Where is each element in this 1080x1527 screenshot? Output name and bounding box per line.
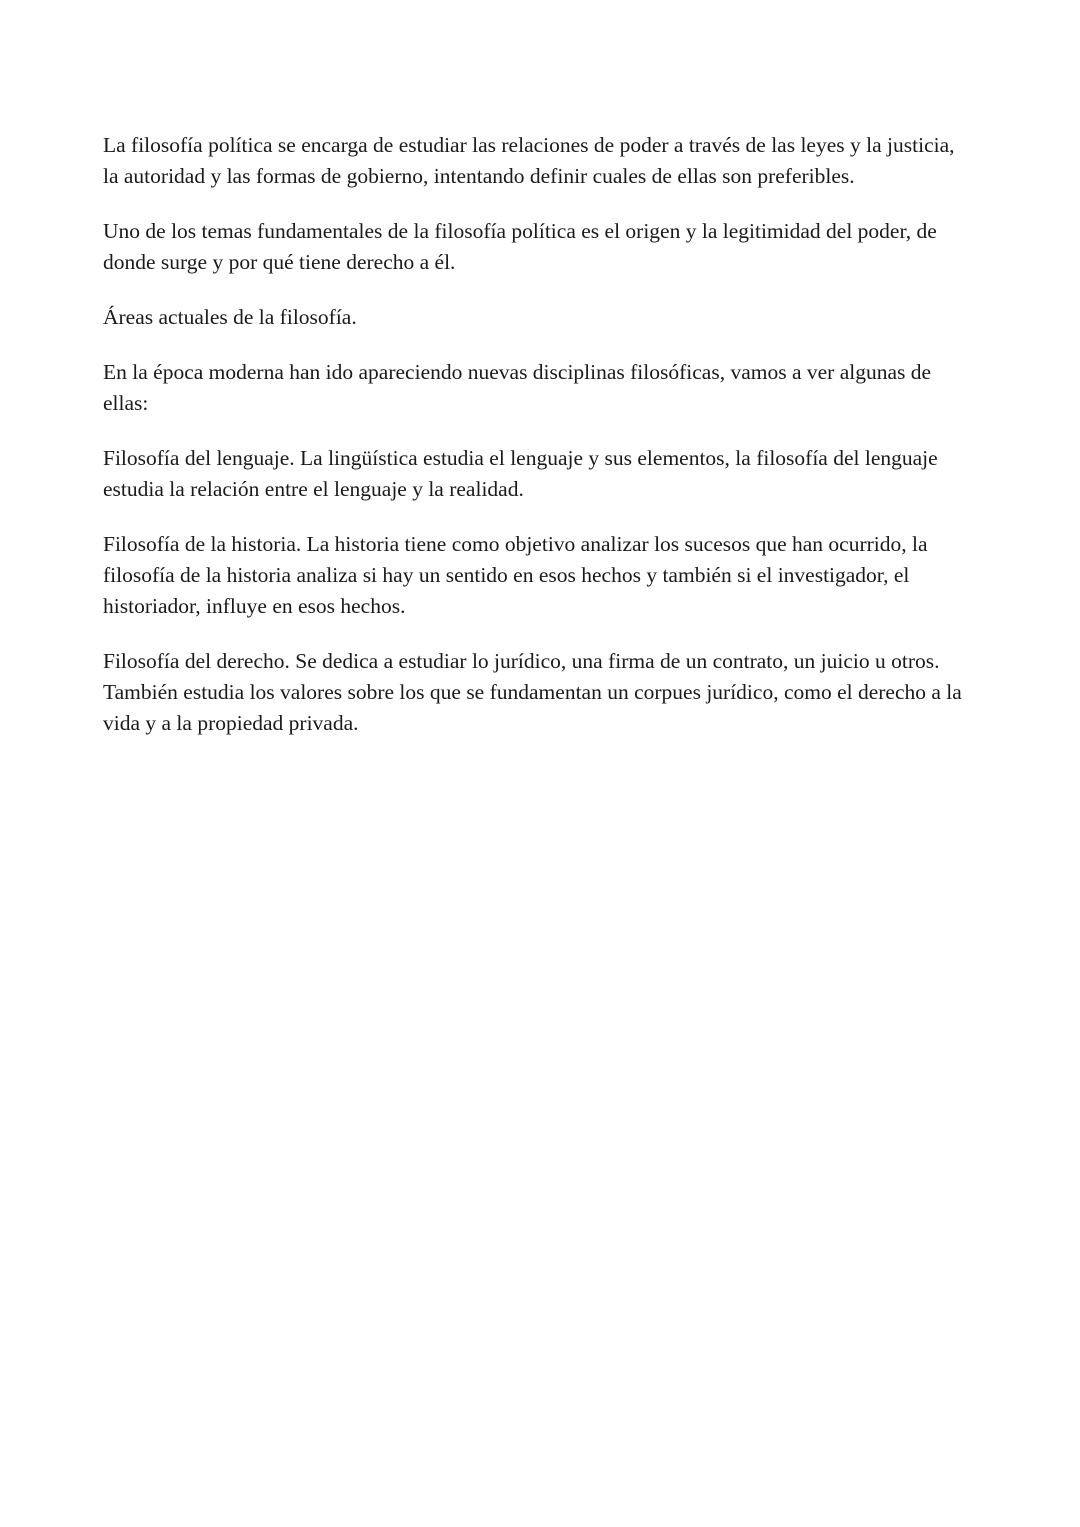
paragraph-filosofia-lenguaje: Filosofía del lenguaje. La lingüística estudia el lenguaje y sus elementos, la filosofía del lenguaje estudia la relación entre el lenguaje y la realidad. [103,446,938,501]
paragraph-epoca-moderna: En la época moderna han ido apareciendo nuevas disciplinas filosóficas, vamos a ver algunas de ellas: [103,360,932,415]
paragraph-filosofia-politica: La filosofía política se encarga de estudiar las relaciones de poder a través de las leyes y la justicia, la autoridad y las formas de gobierno, intentando definir cuales de ellas son preferibles. [103,133,955,188]
paragraph-filosofia-derecho: Filosofía del derecho. Se dedica a estudiar lo jurídico, una firma de un contrato, un juicio u otros. También estudia los valores sobre los que se fundamentan un corpues jurídico, como el derecho a la vida y a la propiedad privada. [103,649,962,735]
paragraph-filosofia-historia: Filosofía de la historia. La historia tiene como objetivo analizar los sucesos que han ocurrido, la filosofía de la historia analiza si hay un sentido en esos hechos y también si el investigador, el historiador, influye en esos hechos. [103,532,928,618]
paragraph-areas-actuales-heading: Áreas actuales de la filosofía. [103,305,357,329]
paragraph-origen-legitimidad: Uno de los temas fundamentales de la filosofía política es el origen y la legitimidad del poder, de donde surge y por qué tiene derecho a él. [103,219,937,274]
text-block [103,130,969,739]
